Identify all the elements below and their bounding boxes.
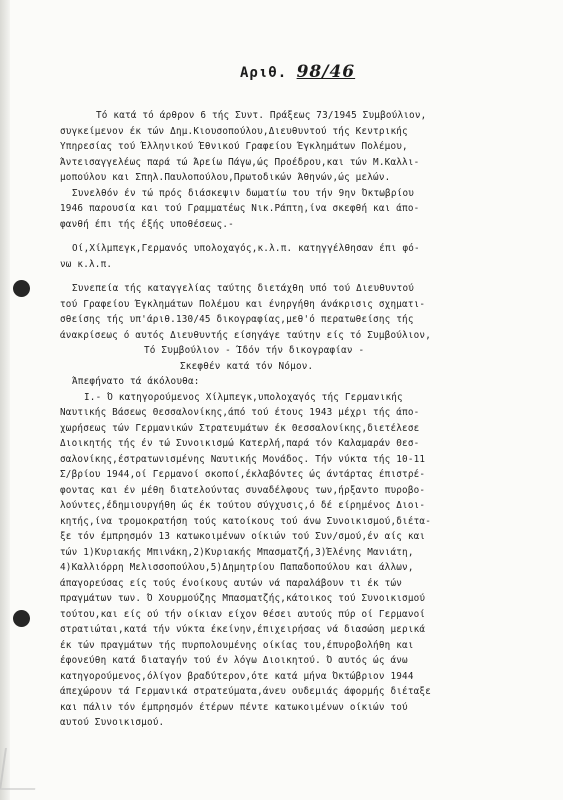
text-line: σαλονίκης,έστρατωνισμένης Ναυτικής Μονάδος. Τήν νύκτα τής 10-11 bbox=[60, 453, 426, 465]
reference-number bbox=[240, 62, 355, 82]
text-line: κατηγορούμενος,όλίγον βραδύτερον,ότε κατά μήνα Όκτώβριον 1944 bbox=[60, 670, 414, 682]
text-line: Υπηρεσίας τού Έλληνικού Έθνικού Γραφείου Έγκλημάτων Πολέμου, bbox=[60, 141, 408, 152]
text-line: σθείσης τής υπ'άριθ.130/45 δικογραφίας,μεθ'ό περατωθείσης τής bbox=[60, 314, 414, 325]
text-line: χωρήσεως τών Γερμανικών Στρατευμάτων έκ Θεσσαλονίκης,διετέλεσε bbox=[60, 422, 420, 434]
text-line: Άντεισαγγελέως παρά τώ Άρείω Πάγω,ώς Προέδρου,και τών Μ.Καλλι- bbox=[60, 156, 420, 168]
text-line bbox=[60, 272, 560, 281]
text-line: ξε τόν έμπρησμόν 13 κατωκοιμένων οίκιών τού Συν/σμού,έν αίς και bbox=[60, 531, 426, 542]
text-line: άνακρίσεως ό αυτός Διευθυντής είσηγάγε ταύτην είς τό Συμβούλιον, bbox=[60, 329, 432, 341]
text-line: Τό Συμβούλιον - Ίδόν τήν δικογραφίαν - bbox=[144, 345, 365, 356]
page-edge-shadow bbox=[0, 0, 10, 800]
text-line: 4)Καλλιόρρη Μελισσοπούλου,5)Δημητρίου Παπαδοπούλου και άλλων, bbox=[60, 562, 414, 573]
text-line: Σκεφθέν κατά τόν Νόμον. bbox=[180, 360, 314, 372]
text-line: λούντες,έδημιουργήθη ώς έκ τούτου σύγχυσις,ό δέ είρημένος Διοι- bbox=[60, 500, 426, 511]
text-line: Συνεπεία τής καταγγελίας ταύτης διετάχθη υπό τού Διευθυντού bbox=[72, 283, 415, 294]
text-line bbox=[60, 232, 560, 241]
text-line: Τό κατά τό άρθρον 6 τής Συντ. Πράξεως 73/1945 Συμβούλιον, bbox=[96, 110, 427, 121]
text-line: Διοικητής τής έν τώ Συνοικισμώ Κατερλή,παρά τόν Καλαμαράν Θεσ- bbox=[60, 438, 420, 449]
punch-hole-bottom bbox=[13, 610, 30, 627]
text-line: Ναυτικής Βάσεως Θεσσαλονίκης,άπό τού έτους 1943 μέχρι τής άπο- bbox=[60, 407, 420, 418]
reference-label: Αριθ. bbox=[240, 65, 288, 81]
text-line: Ι.- Ό κατηγορούμενος Χίλμπεγκ,υπολοχαγός τής Γερμανικής bbox=[84, 391, 403, 403]
text-line: τών 1)Κυριακής Μπινάκη,2)Κυριακής Μπασματζή,3)Έλένης Μανιάτη, bbox=[60, 546, 414, 558]
text-line: Συνελθόν έν τώ πρός διάσκεψιν δωματίω του τήν 9ην Όκτωβρίου bbox=[72, 187, 415, 199]
text-line: τούτου,και είς ού τήν οίκιαν είχον θέσει αυτούς πύρ οί Γερμανοί bbox=[60, 608, 426, 620]
margin-handwriting bbox=[0, 748, 41, 790]
text-line: 1946 παρουσία και τού Γραμματέως Νικ.Ράπτη,ίνα σκεφθή και άπο- bbox=[60, 203, 420, 214]
text-line: Άπεφήνατο τά άκόλουθα: bbox=[72, 376, 200, 387]
text-line: έκ τών πραγμάτων τής πυρπολουμένης οίκίας του,έπυροβολήθη και bbox=[60, 639, 414, 651]
text-line: Σ/βρίου 1944,οί Γερμανοί σκοποί,έκλαβόντες ώς άντάρτας έπιστρέ- bbox=[60, 469, 426, 480]
text-line: συγκείμενον έκ τών Δημ.Κιουσοπούλου,Διευθυντού τής Κεντρικής bbox=[60, 125, 408, 137]
text-line: φανθή έπι τής έξής υποθέσεως.- bbox=[60, 218, 234, 230]
text-line: μοπούλου και Σπηλ.Παυλοπούλου,Πρωτοδικών Άθηνών,ώς μελών. bbox=[60, 172, 391, 183]
document-body bbox=[60, 108, 560, 731]
text-line: πραγμάτων των. Ό Χουρμούζης Μπασματζής,κάτοικος τού Συνοικισμού bbox=[60, 593, 426, 604]
text-line: κητής,ίνα τρομοκρατήση τούς κατοίκους τού άνω Συνοικισμού,διέτα- bbox=[60, 515, 432, 527]
text-line: άπεχώρουν τά Γερμανικά στρατεύματα,άνευ ουδεμιάς άφορμής διέταξε bbox=[60, 686, 432, 697]
text-line: αυτού Συνοικισμού. bbox=[60, 717, 165, 728]
text-line: νω κ.λ.π. bbox=[60, 258, 113, 270]
text-line: έφονεύθη κατά διαταγήν τού έν λόγω Διοικητού. Ό αυτός ώς άνω bbox=[60, 655, 408, 666]
reference-value: 98/46 bbox=[296, 62, 356, 82]
text-line: τού Γραφείου Έγκλημάτων Πολέμου και ένηργήθη άνάκρισις σχηματι- bbox=[60, 298, 426, 310]
text-line: και πάλιν τόν έμπρησμόν έτέρων πέντε κατωκοιμένων οίκιών τού bbox=[60, 701, 408, 713]
text-line: Οί,Χίλμπεγκ,Γερμανός υπολοχαγός,κ.λ.π. κατηγγέλθησαν έπι φό- bbox=[72, 243, 420, 254]
text-line: στρατιώται,κατά τήν νύκτα έκείνην,έπιχειρήσας νά διασώση μερικά bbox=[60, 624, 426, 635]
text-line: φοντας και έν μέθη διατελούντας συναδέλφους των,ήρξαντο πυροβο- bbox=[60, 484, 426, 496]
text-line: άπαγορεύσας είς τούς ένοίκους αυτών νά παραλάβουν τι έκ τών bbox=[60, 577, 403, 589]
punch-hole-top bbox=[13, 280, 30, 297]
